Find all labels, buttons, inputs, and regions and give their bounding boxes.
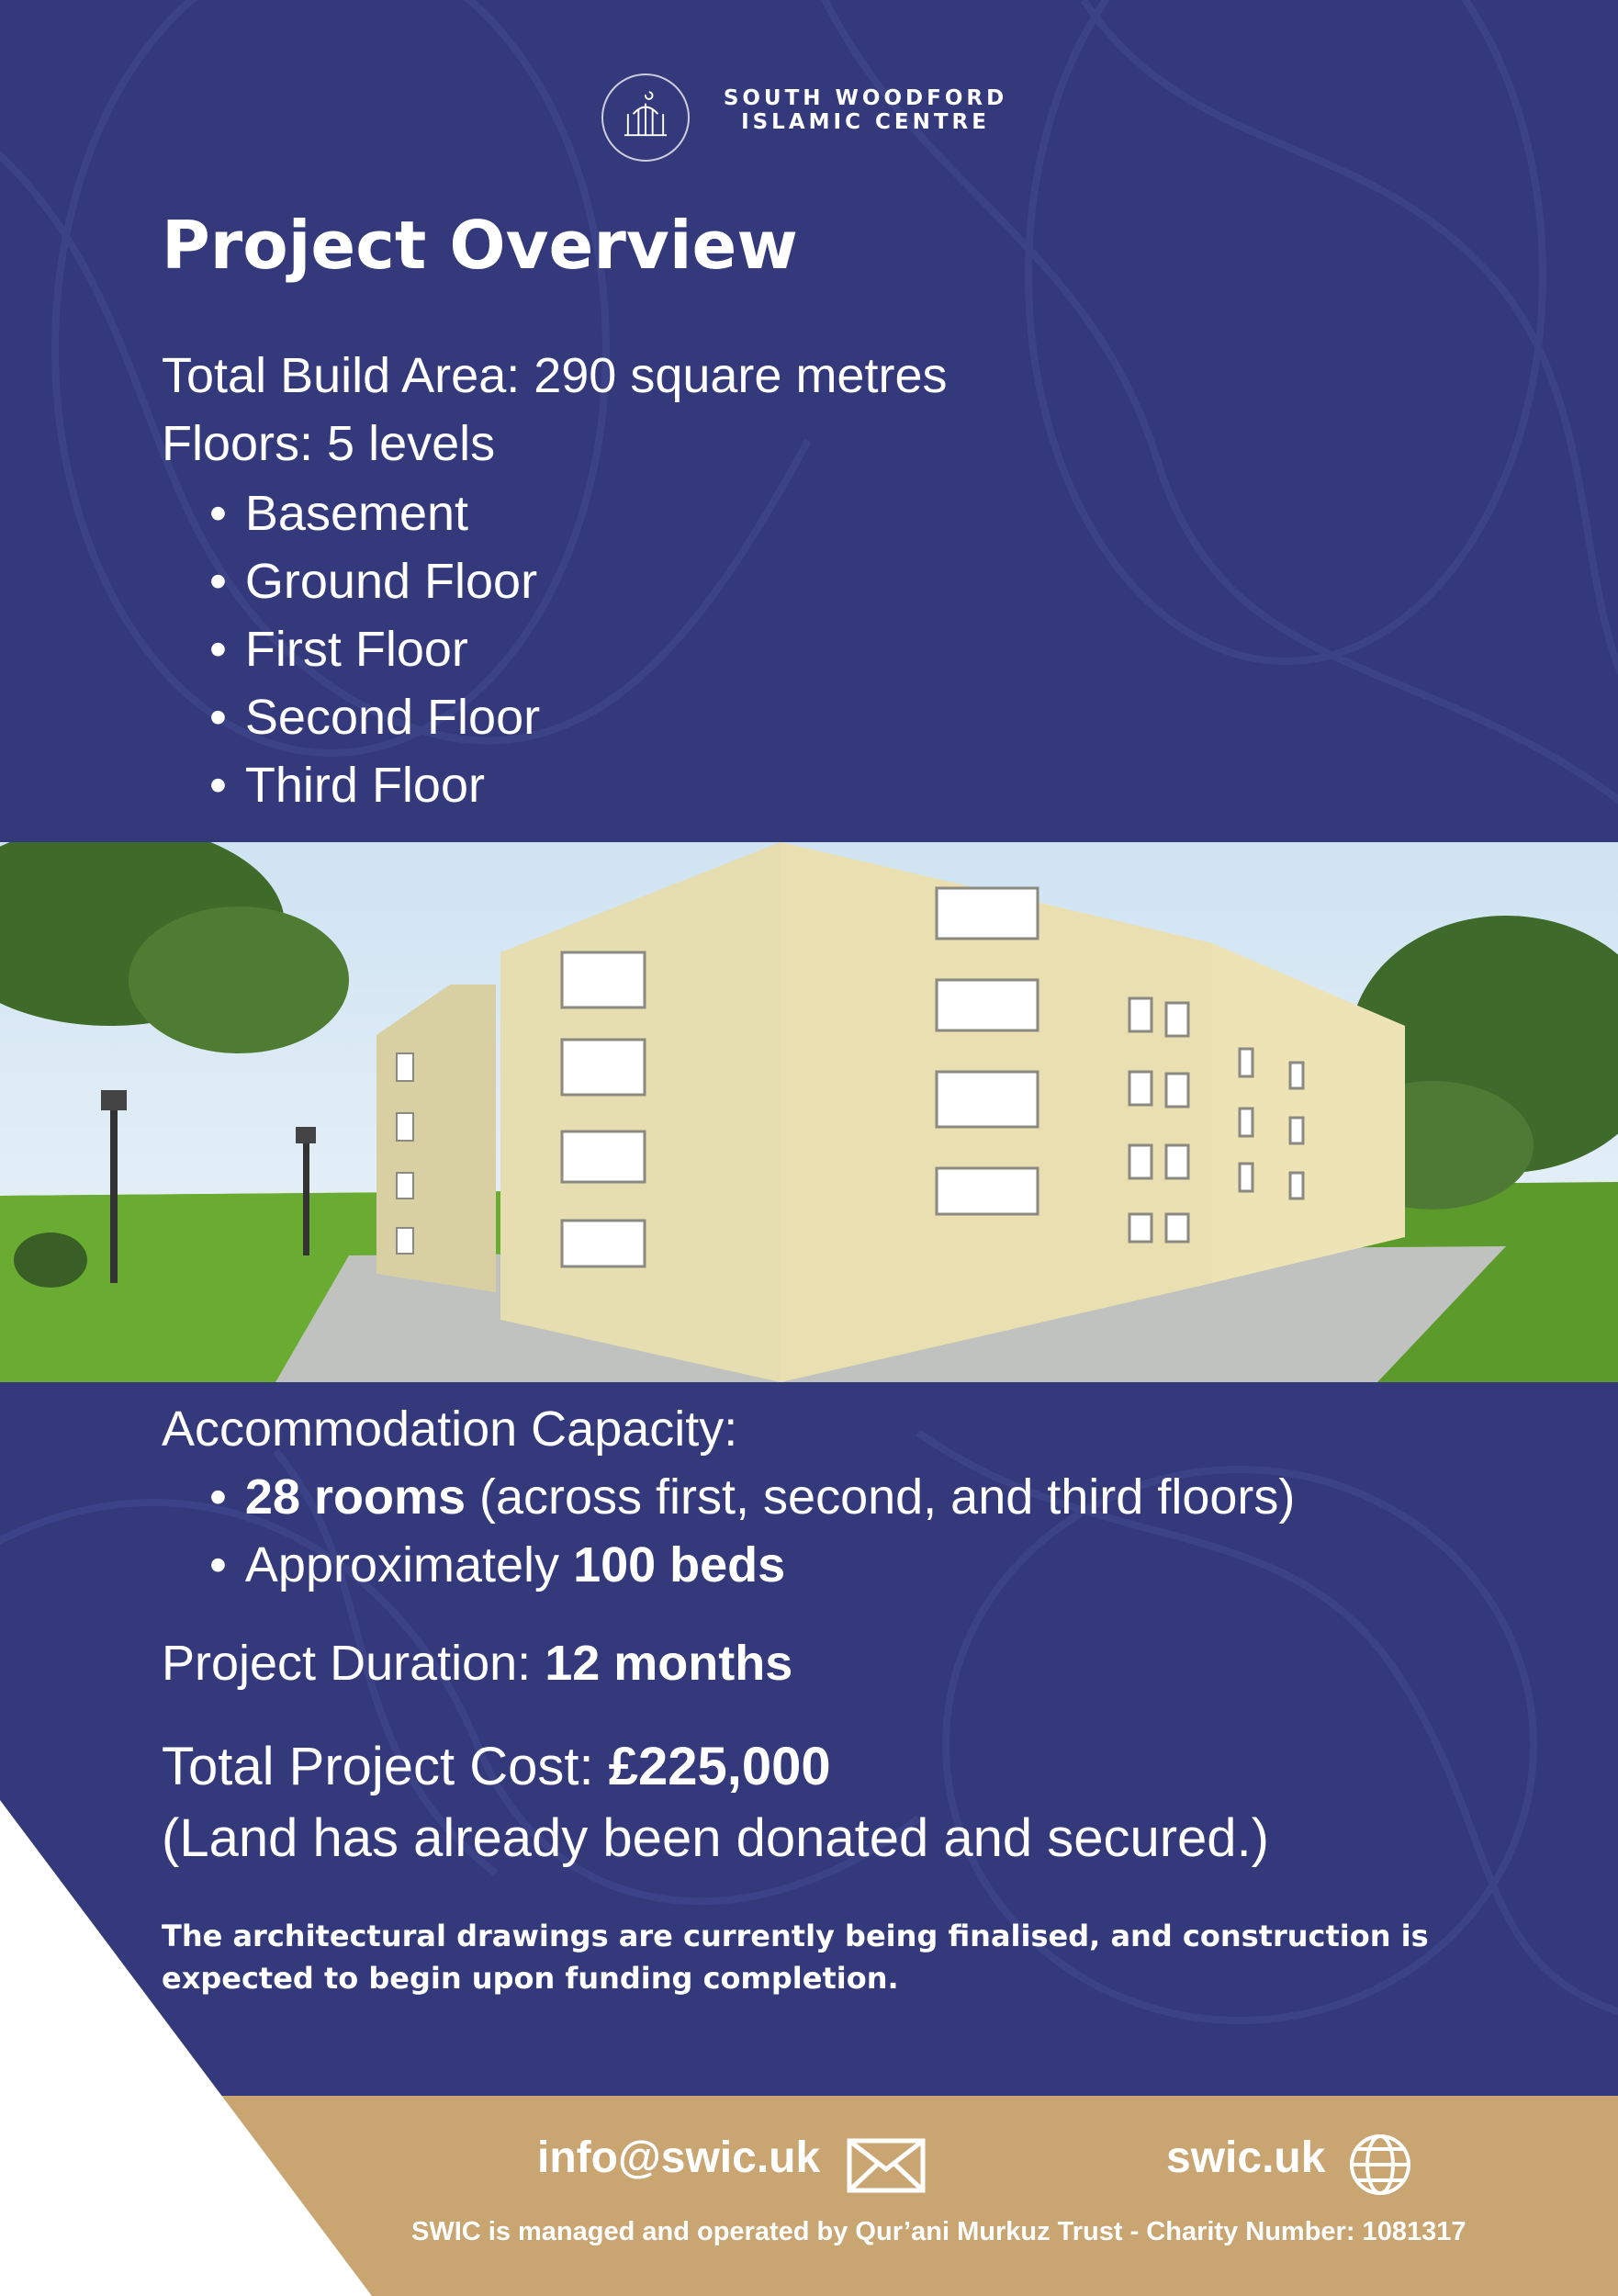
mosque-logo-icon (601, 73, 690, 162)
floor-item: • Third Floor (209, 756, 540, 824)
brand-name-line2: ISLAMIC CENTRE (741, 110, 990, 134)
brand-name-line1: SOUTH WOODFORD (723, 86, 1008, 110)
architect-note: The architectural drawings are currently being finalised, and construction is expected to begin upon funding completion. (162, 1919, 1429, 1996)
duration-value: 12 months (545, 1636, 793, 1691)
build-area: Total Build Area: 290 square metres (162, 348, 948, 403)
rooms-count: 28 rooms (244, 1469, 466, 1525)
page-title: Project Overview (162, 207, 798, 284)
floors-count: Floors: 5 levels (162, 416, 496, 471)
accommodation-heading: Accommodation Capacity: (162, 1401, 738, 1457)
rooms-item (209, 1468, 1295, 1536)
globe-icon (1348, 2133, 1412, 2197)
building-render-image (0, 842, 1618, 1382)
project-duration (162, 1635, 792, 1692)
floor-item: • First Floor (209, 620, 540, 688)
floor-item: • Basement (209, 484, 540, 552)
website-link[interactable]: swic.uk (1166, 2133, 1326, 2182)
cost-label: Total Project Cost: (162, 1737, 609, 1796)
beds-count: 100 beds (573, 1537, 786, 1593)
beds-prefix: Approximately (244, 1537, 574, 1593)
envelope-icon (847, 2138, 926, 2193)
accommodation-list (209, 1468, 1295, 1604)
cost-value: £225,000 (608, 1737, 831, 1796)
floor-item: • Ground Floor (209, 552, 540, 620)
duration-label: Project Duration: (162, 1636, 545, 1691)
project-cost (162, 1736, 831, 1797)
floor-item: • Second Floor (209, 688, 540, 756)
floor-list (209, 484, 540, 824)
charity-statement: SWIC is managed and operated by Qur’ani Murkuz Trust - Charity Number: 1081317 (411, 2217, 1466, 2246)
corner-decoration (0, 1800, 386, 2296)
beds-item (209, 1536, 1295, 1604)
logo (601, 73, 1024, 161)
land-note: (Land has already been donated and secured.) (162, 1808, 1269, 1868)
email-link[interactable]: info@swic.uk (537, 2133, 821, 2182)
rooms-detail: (across first, second, and third floors) (466, 1469, 1296, 1525)
